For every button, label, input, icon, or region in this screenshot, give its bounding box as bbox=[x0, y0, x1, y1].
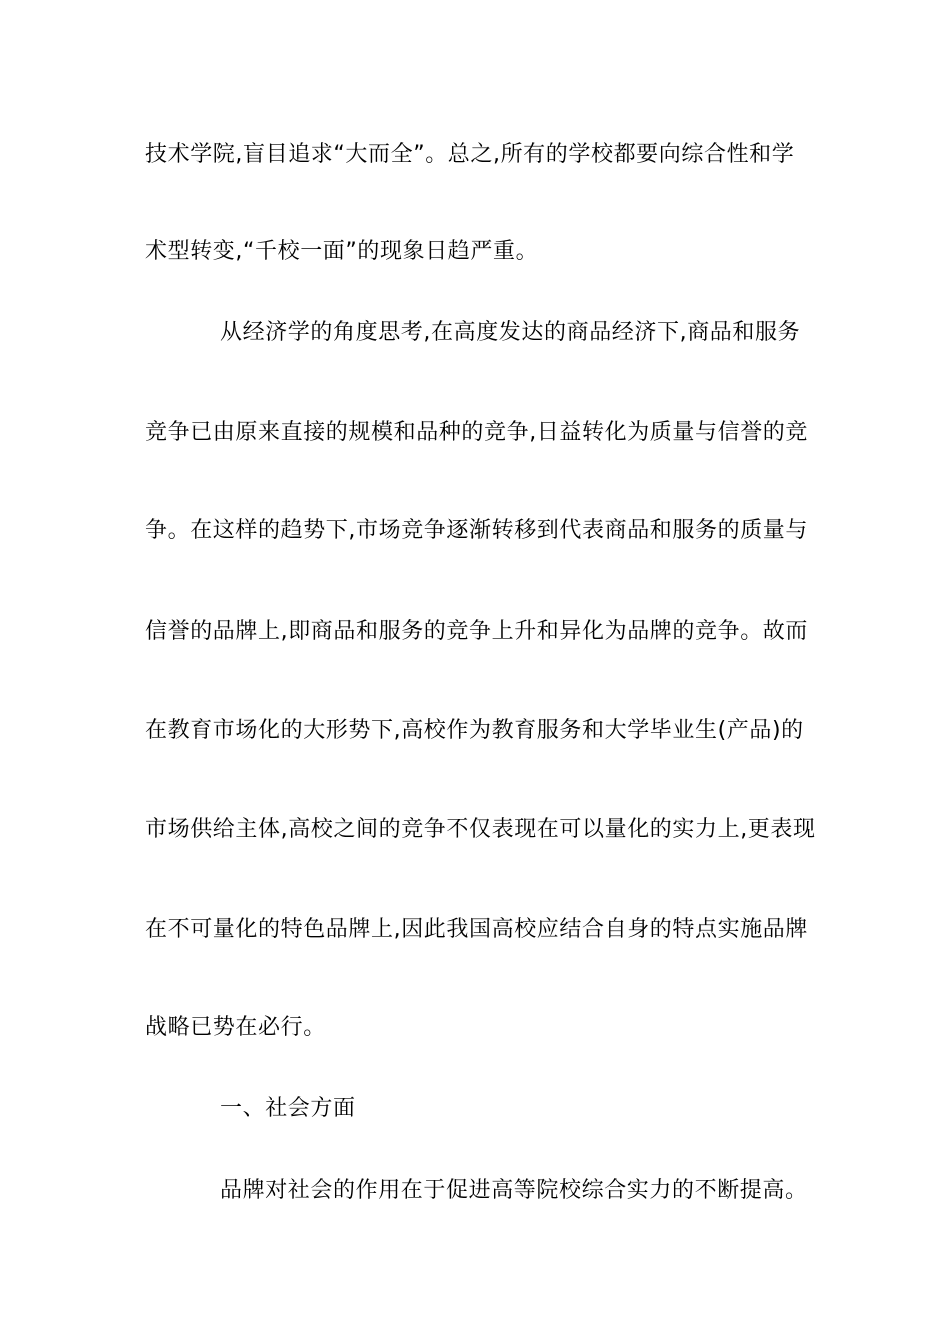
paragraph-line: 争。在这样的趋势下,市场竞争逐渐转移到代表商品和服务的质量与 bbox=[145, 518, 808, 543]
paragraph-line: 术型转变,“千校一面”的现象日趋严重。 bbox=[145, 239, 539, 264]
paragraph-line: 在不可量化的特色品牌上,因此我国高校应结合自身的特点实施品牌 bbox=[145, 917, 808, 942]
section-heading: 一、社会方面 bbox=[220, 1096, 356, 1121]
paragraph-line: 市场供给主体,高校之间的竞争不仅表现在可以量化的实力上,更表现 bbox=[145, 817, 816, 842]
paragraph-line: 品牌对社会的作用在于促进高等院校综合实力的不断提高。 bbox=[220, 1178, 808, 1203]
paragraph-line: 技术学院,盲目追求“大而全”。总之,所有的学校都要向综合性和学 bbox=[145, 142, 795, 167]
paragraph-line: 从经济学的角度思考,在高度发达的商品经济下,商品和服务 bbox=[220, 320, 801, 345]
paragraph-line: 信誉的品牌上,即商品和服务的竞争上升和异化为品牌的竞争。故而 bbox=[145, 619, 808, 644]
paragraph-line: 竞争已由原来直接的规模和品种的竞争,日益转化为质量与信誉的竞 bbox=[145, 420, 808, 445]
paragraph-line: 战略已势在必行。 bbox=[145, 1015, 326, 1040]
paragraph-line: 在教育市场化的大形势下,高校作为教育服务和大学毕业生(产品)的 bbox=[145, 718, 804, 743]
